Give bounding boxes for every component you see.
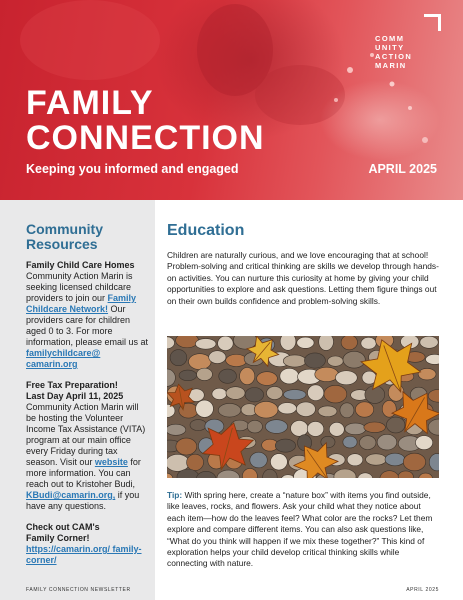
- title-line-2: CONNECTION: [26, 119, 265, 157]
- pebble: [197, 368, 213, 380]
- page-footer-date: APRIL 2025: [406, 587, 439, 593]
- pebble: [167, 454, 189, 471]
- corner-title-2: Family Corner!: [26, 533, 90, 543]
- pebble: [217, 470, 240, 478]
- pebble: [280, 368, 299, 384]
- sidebar-heading-line-2: Resources: [26, 236, 98, 252]
- pebble: [212, 388, 227, 399]
- pebble: [226, 387, 245, 400]
- sidebar-heading: [26, 222, 146, 252]
- pebble: [226, 354, 247, 366]
- pebble: [167, 369, 175, 386]
- pebble: [364, 422, 386, 433]
- pebble: [296, 402, 315, 417]
- sidebar-body: [26, 260, 151, 576]
- pebble: [263, 469, 278, 478]
- newsletter-subtitle: Keeping you informed and engaged: [26, 162, 239, 176]
- pebble: [297, 337, 314, 348]
- pebble: [195, 339, 216, 350]
- childcare-text: [26, 271, 151, 370]
- tax-text-2: for more information. You can reach out to Kristoher Budi,: [26, 457, 141, 489]
- newsletter-title: [26, 86, 265, 156]
- issue-date: APRIL 2025: [368, 162, 437, 176]
- pebble: [275, 439, 295, 452]
- education-heading: Education: [167, 222, 245, 239]
- pebble: [335, 371, 357, 385]
- pebble: [167, 473, 173, 478]
- pebble: [245, 387, 264, 401]
- pebble: [190, 420, 206, 431]
- pebble: [403, 453, 425, 471]
- pebble: [179, 370, 197, 381]
- pebble: [341, 336, 357, 350]
- childcare-section: [26, 260, 151, 370]
- pebble: [176, 438, 197, 455]
- education-intro: Children are naturally curious, and we love encouraging that at school! Problem-solving and critical thinking are skills we develop through hands-on activities. You can nurture this curiosity at home by giving your child opportunities to explore and ask questions. Letting them figure things out on their own builds confidence and problem-solving skills.: [167, 250, 439, 306]
- corner-title-1: Check out CAM's: [26, 522, 100, 532]
- family-corner-link[interactable]: https://camarin.org/ family-corner/: [26, 544, 142, 565]
- pebble: [429, 454, 439, 471]
- pebble: [307, 421, 324, 436]
- pebble: [419, 473, 433, 478]
- pebble: [254, 401, 278, 418]
- pebble: [291, 420, 309, 436]
- pebble: [240, 368, 255, 385]
- pebble: [219, 369, 237, 383]
- pebble: [218, 403, 241, 417]
- pebble: [187, 454, 204, 470]
- pebble: [170, 350, 187, 366]
- pebble: [355, 402, 373, 417]
- tax-title-1: Free Tax Preparation!: [26, 380, 118, 390]
- pebble: [420, 336, 438, 348]
- pebble: [380, 471, 399, 478]
- pebble: [167, 337, 175, 349]
- community-resources-sidebar: [0, 200, 155, 600]
- pebble: [347, 454, 363, 466]
- pebble: [328, 356, 344, 366]
- pebble: [281, 475, 296, 478]
- pebble: [304, 353, 325, 368]
- pebble: [250, 452, 267, 468]
- pebble: [265, 420, 287, 434]
- family-childcare-network-link[interactable]: Family Childcare Network!: [26, 293, 137, 314]
- logo-wordmark: [375, 34, 435, 70]
- pebble: [209, 351, 226, 364]
- pebble: [340, 403, 354, 418]
- pebble: [382, 400, 396, 417]
- rocks-and-leaves-photo: [167, 336, 439, 478]
- pebble: [167, 424, 186, 435]
- pebble: [189, 354, 212, 370]
- newsletter-header: [0, 0, 463, 200]
- pebble: [334, 469, 356, 478]
- tax-prep-section: [26, 380, 151, 512]
- community-action-marin-logo: [375, 14, 441, 70]
- logo-line: MARIN: [375, 61, 407, 70]
- pebble: [415, 436, 432, 450]
- pebble: [308, 385, 324, 401]
- pebble: [242, 468, 257, 478]
- pebble: [247, 420, 262, 433]
- childcare-title: Family Child Care Homes: [26, 260, 135, 270]
- familychildcare-email-link[interactable]: familychildcare@ camarin.org: [26, 348, 101, 369]
- corner-link-line: [26, 544, 151, 566]
- tip-text: With spring here, create a “nature box” with items you find outside, like leaves, rocks, and flowers. Ask your child what they notice about each item—how do the leaves feel? What color are the rocks? Let them explore and compare different items. You can also ask questions like, “What do you think will happen if we mix these together?” This kind of exploration helps your child develop critical thinking skills while connecting with nature.: [167, 490, 433, 569]
- childcare-text-2: Our providers care for children aged 0 to 3. For more information, please email us at: [26, 304, 149, 347]
- pebble: [283, 355, 306, 367]
- tax-text: [26, 402, 151, 512]
- tip-paragraph: [167, 490, 439, 570]
- logo-line: ACTION: [375, 52, 413, 61]
- pebble: [270, 454, 287, 470]
- pebble: [257, 372, 278, 386]
- pebble: [343, 351, 365, 368]
- pebble: [377, 434, 397, 450]
- pebble: [329, 422, 344, 436]
- pebble: [319, 336, 334, 350]
- pebble: [176, 336, 199, 348]
- pebble: [428, 419, 439, 435]
- pebble: [284, 390, 307, 400]
- pebble: [418, 368, 436, 379]
- pebble: [361, 337, 376, 349]
- education-section: [167, 200, 439, 600]
- tax-text-1: Community Action Marin will be hosting the Volunteer Income Tax Assistance (VITA) program at our main office every Friday during tax season. Visit our: [26, 402, 146, 467]
- kbudi-email-link[interactable]: KBudi@camarin.org,: [26, 490, 116, 500]
- family-corner-section: [26, 522, 151, 566]
- pebble: [358, 473, 373, 478]
- pebble: [196, 400, 214, 417]
- pebble: [267, 386, 283, 399]
- logo-line: UNITY: [375, 43, 405, 52]
- pebble: [359, 436, 376, 450]
- pebble: [345, 423, 366, 435]
- pebble: [324, 385, 347, 403]
- tax-text-3: if you have any questions.: [26, 490, 140, 511]
- pebble: [280, 336, 296, 350]
- pebble: [426, 354, 439, 364]
- pebble: [398, 471, 413, 478]
- logo-line: COMM: [375, 34, 405, 43]
- pebble: [428, 389, 439, 402]
- pebble: [366, 454, 387, 465]
- pebble: [315, 367, 339, 381]
- website-link[interactable]: website: [94, 457, 128, 467]
- pebble: [386, 417, 405, 433]
- childcare-text-1: Community Action Marin is seeking licensed childcare providers to join our: [26, 271, 133, 303]
- sidebar-footer: FAMILY CONNECTION NEWSLETTER: [26, 587, 131, 593]
- pebble: [385, 453, 405, 466]
- pebble: [343, 436, 357, 448]
- pebble: [318, 406, 337, 417]
- pebble: [278, 403, 297, 414]
- tax-title-2: Last Day April 11, 2025: [26, 391, 124, 401]
- pebble: [218, 336, 234, 350]
- logo-bracket-icon: [424, 14, 441, 31]
- sidebar-heading-line-1: Community: [26, 221, 103, 237]
- title-line-1: FAMILY: [26, 84, 154, 122]
- tip-label: Tip:: [167, 490, 183, 500]
- pebble: [196, 471, 216, 478]
